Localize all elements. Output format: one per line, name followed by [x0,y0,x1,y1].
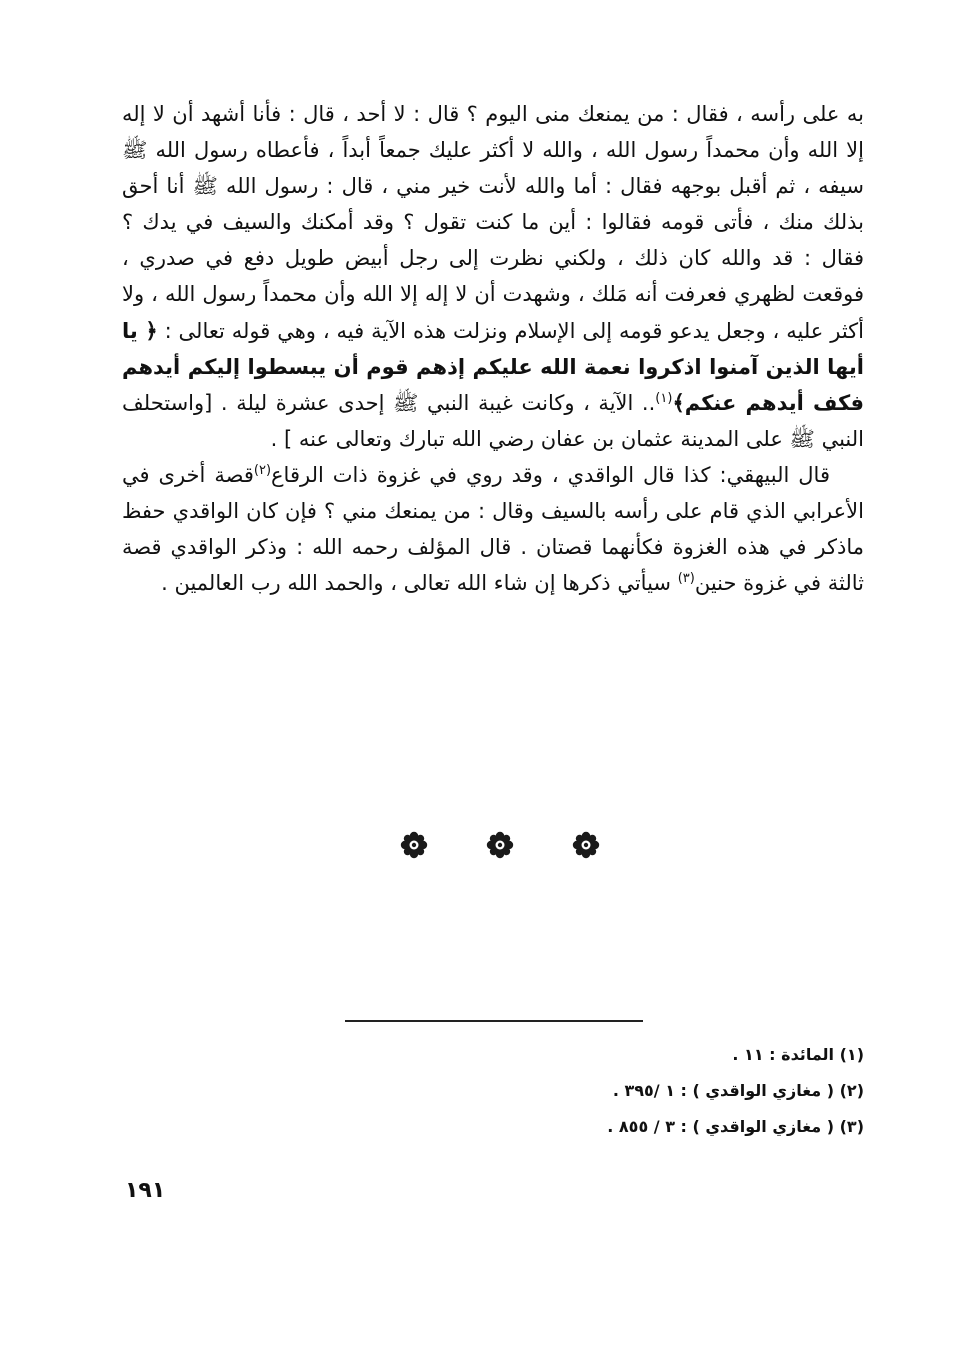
paragraph-2-text-middle: قصة أخرى في الأعرابي الذي قام على رأسه بالسيف وقال : من يمنعك مني ؟ فإن كان الواقدي حفظ ماذكر في هذه الغزوة فكأنهما قصتان . قال المؤلف رحمه الله : وذكر الواقدي قصة ثالثة في غزوة حنين [122,462,864,596]
footnote-3: (٣) ( مغازي الواقدي ) : ٣ / ٨٥٥ . [607,1117,864,1136]
quran-verse: ﴿ يا أيها الذين آمنوا اذكروا نعمة الله عليكم إذهم قوم أن يبسطوا إليكم أيدهم فكف أيدهم عنكم﴾ [122,318,864,415]
flower-ornament-icon [572,831,600,859]
paragraph-1-text: به على رأسه ، فقال : من يمنعك منى اليوم ؟ قال : لا أحد ، قال : فأنا أشهد أن لا إله إلا الله وأن محمداً رسول الله ، والله لا أكثر عليك جمعاً أبداً ، فأعطاه رسول الله ﷺ سيفه ، ثم أقبل بوجهه فقال : أما والله لأنت خير مني ، قال : رسول الله ﷺ أنا أحق بذلك منك ، فأتى قومه فقالوا : أين ما كنت تقول ؟ وقد أمكنك والسيف في يدك ؟ فقال : قد والله كان ذلك ، ولكني نظرت إلى رجل أبيض طويل دفع في صدري ، فوقعت لظهري فعرفت أنه مَلك ، وشهدت أن لا إله إلا الله وأن محمداً رسول الله ، ولا أكثر عليه ، وجعل يدعو قومه إلى الإسلام ونزلت هذه الآية فيه ، وهي قوله تعالى : [122,102,864,343]
paragraph-2-text: قال البيهقي: كذا قال الواقدي ، وقد روي في غزوة ذات الرقاع [271,462,830,487]
footnote-1: (١) المائدة : ١١ . [732,1045,864,1064]
page-number: ١٩١ [125,1178,166,1203]
paragraph-1 [122,96,864,457]
footnote-2: (٢) ( مغازي الواقدي ) : ١ /٣٩٥ . [612,1081,864,1100]
flower-ornament-icon [486,831,514,859]
flower-ornament-icon [400,831,428,859]
section-ornaments [400,828,600,862]
main-text [122,96,864,601]
footnote-divider [345,1020,643,1022]
footnotes [460,1037,864,1145]
footnote-ref-3: (٣) [677,571,695,587]
paragraph-2 [122,457,864,601]
paragraph-2-text-end: سيأتي ذكرها إن شاء الله تعالى ، والحمد الله رب العالمين . [161,571,671,596]
footnote-ref-2: (٢) [253,462,272,478]
footnote-ref-1: (١) [655,390,673,406]
paragraph-1-continuation: .. الآية ، وكانت غيبة النبي ﷺ إحدى عشرة ليلة . [واستحلف النبي ﷺ على المدينة عثمان بن عفان رضي الله تبارك وتعالى عنه ] . [122,390,864,451]
